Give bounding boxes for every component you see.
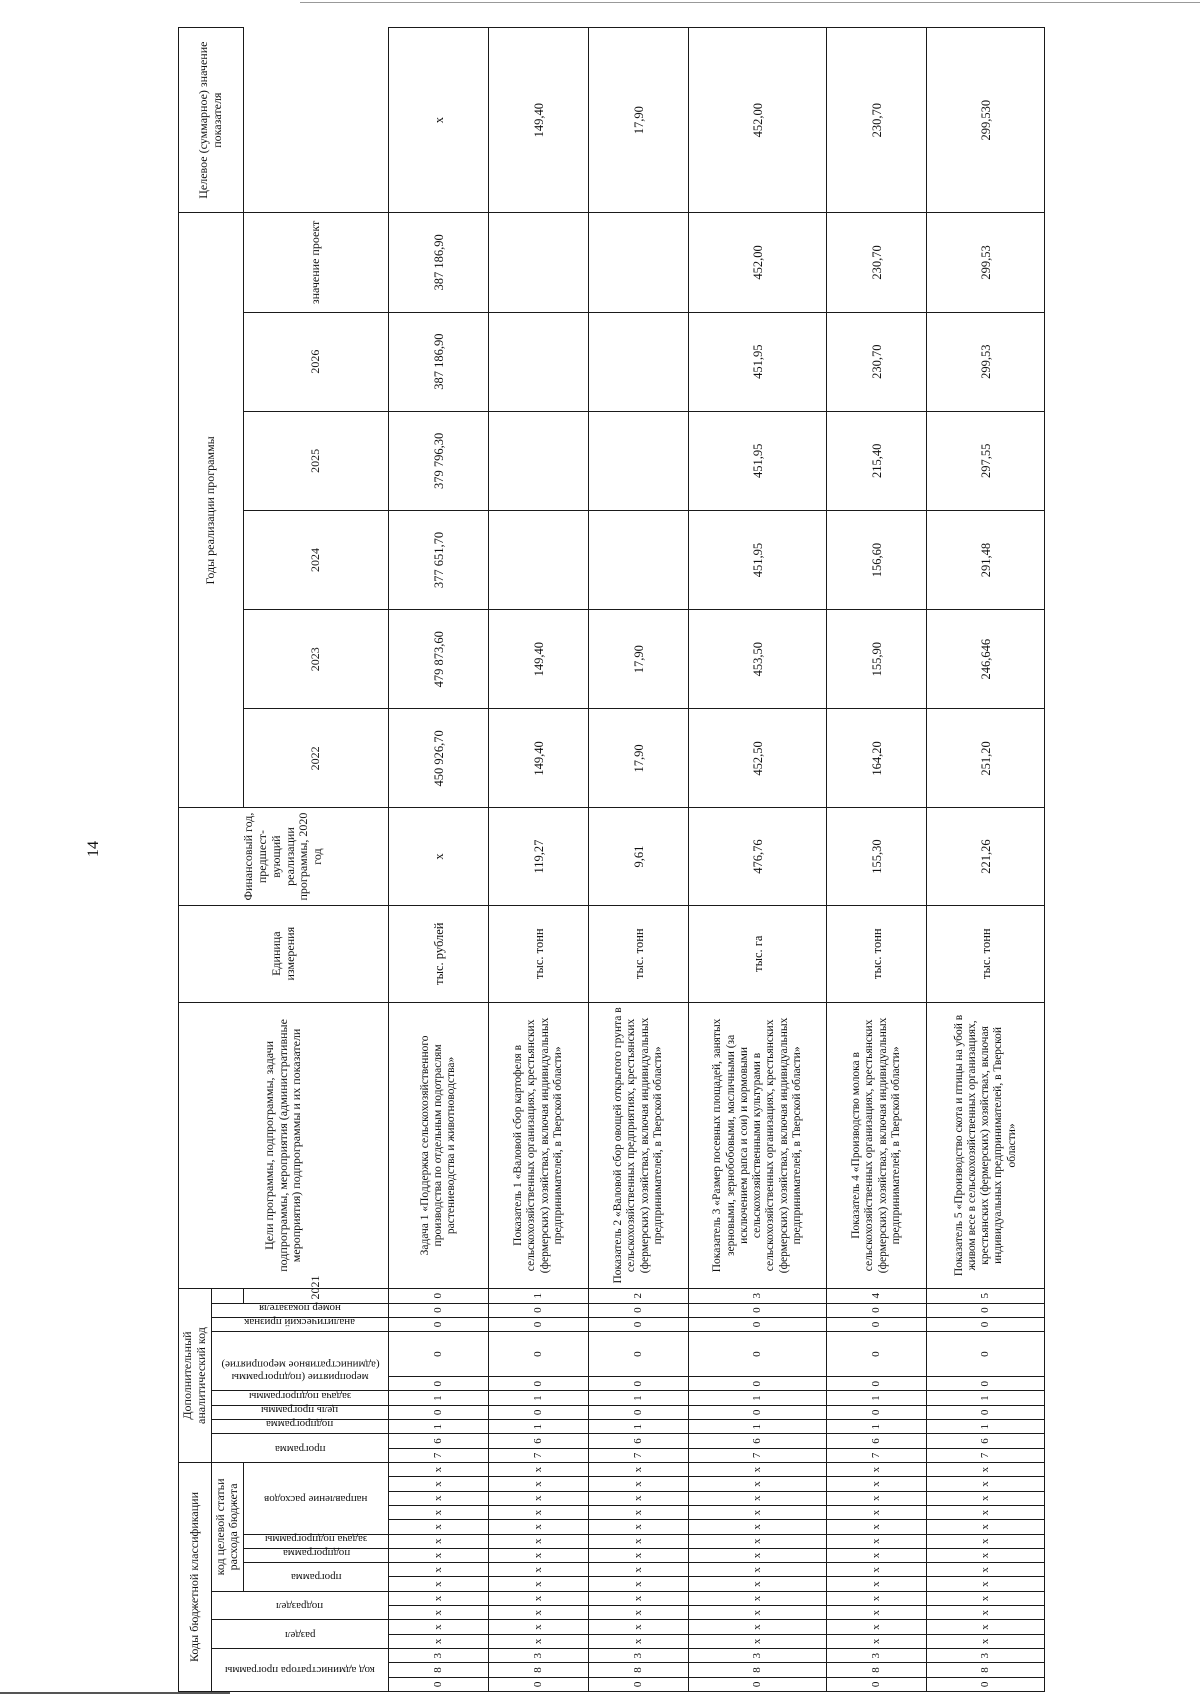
code-cell: x [489, 1563, 589, 1577]
row-name: Показатель 3 «Размер посевных площадей, занятых зерновыми, зернобобовыми, масличными (за исключением рапса и сои) и кормовыми сельскохозяйственными культурами в сельскохозяйственных организациях, крестьянских (фермерских) хозяйствах, включая индивидуальных предпринимателей, в Тверской области» [689, 1002, 827, 1288]
row-value-2021: 149,40 [489, 709, 589, 808]
table-row [589, 28, 689, 1692]
header-analit: аналитический признак [211, 1317, 389, 1331]
row-target: 299,530 [927, 28, 1045, 213]
dak-cell: 7 [927, 1448, 1045, 1462]
row-name: Показатель 5 «Производство скота и птицы на убой в живом весе в сельскохозяйственных организациях, крестьянских (фермерских) хозяйствах, включая индивидуальных предпринимателей, в Тверской области» [927, 1002, 1045, 1288]
dak-cell: 6 [489, 1434, 589, 1448]
code-cell: x [589, 1591, 689, 1605]
code-cell: x [927, 1505, 1045, 1519]
header-nomer: номер показателя [211, 1303, 389, 1317]
code-cell: x [827, 1491, 927, 1505]
code-cell: 8 [689, 1663, 827, 1677]
header-dak-podprogramma: подпрограмма [211, 1420, 389, 1434]
row-value-2021: 251,20 [927, 709, 1045, 808]
code-cell: x [689, 1563, 827, 1577]
code-cell: x [827, 1477, 927, 1491]
header-dak-zadacha: задача подпрограммы [211, 1391, 389, 1405]
code-cell: x [589, 1534, 689, 1548]
row-value-2022: 17,90 [589, 610, 689, 709]
dak-cell: 1 [589, 1420, 689, 1434]
row-value-2025: 451,95 [689, 312, 827, 411]
code-cell: x [927, 1477, 1045, 1491]
code-cell: x [589, 1577, 689, 1591]
dak-cell: 0 [389, 1317, 489, 1331]
dak-cell: 0 [389, 1405, 489, 1419]
code-cell: 3 [927, 1649, 1045, 1663]
code-cell: x [589, 1606, 689, 1620]
bottom-rule [0, 1692, 230, 1694]
code-cell: x [389, 1491, 489, 1505]
code-cell: x [489, 1505, 589, 1519]
code-cell: x [689, 1505, 827, 1519]
row-base: 119,27 [489, 808, 589, 905]
row-value-2022: 479 873,60 [389, 610, 489, 709]
dak-cell: 4 [827, 1289, 927, 1303]
dak-cell: 1 [927, 1391, 1045, 1405]
code-cell: x [827, 1520, 927, 1534]
dak-cell: 3 [689, 1289, 827, 1303]
code-cell: x [389, 1606, 489, 1620]
row-target: x [389, 28, 489, 213]
dak-cell: 7 [589, 1448, 689, 1462]
row-target: 149,40 [489, 28, 589, 213]
row-value-2023 [489, 510, 589, 609]
code-cell: x [389, 1477, 489, 1491]
dak-cell: 7 [389, 1448, 489, 1462]
code-cell: 0 [489, 1677, 589, 1691]
row-name: Показатель 1 «Валовой сбор картофеля в сельскохозяйственных организациях, крестьянских (фермерских) хозяйствах, включая индивидуальных предпринимателей, в Тверской области» [489, 1002, 589, 1288]
dak-cell: 0 [689, 1377, 827, 1391]
code-cell: x [489, 1620, 589, 1634]
code-cell: x [389, 1591, 489, 1605]
dak-cell: 6 [389, 1434, 489, 1448]
dak-cell: 0 [827, 1405, 927, 1419]
dak-cell: 0 [389, 1332, 489, 1377]
code-cell: x [489, 1520, 589, 1534]
code-cell: 3 [589, 1649, 689, 1663]
code-cell: x [689, 1491, 827, 1505]
row-target: 452,00 [689, 28, 827, 213]
row-unit: тыс. тонн [827, 905, 927, 1002]
row-name: Показатель 4 «Производство молока в сельскохозяйственных организациях, крестьянских (фермерских) хозяйствах, включая индивидуальных предпринимателей, в Тверской области» [827, 1002, 927, 1288]
dak-cell: 1 [389, 1391, 489, 1405]
row-unit: тыс. тонн [927, 905, 1045, 1002]
dak-cell: 0 [827, 1317, 927, 1331]
code-cell: x [389, 1563, 489, 1577]
row-target: 17,90 [589, 28, 689, 213]
row-value-2022: 453,50 [689, 610, 827, 709]
row-value-2021: 164,20 [827, 709, 927, 808]
header-years-group: Годы реализации программы [179, 213, 244, 808]
header-year-2022: 2022 [244, 709, 389, 808]
dak-cell: 0 [689, 1317, 827, 1331]
code-cell: 3 [689, 1649, 827, 1663]
row-base: x [389, 808, 489, 905]
row-unit: тыс. га [689, 905, 827, 1002]
dak-cell: 6 [927, 1434, 1045, 1448]
row-unit: тыс. рублей [389, 905, 489, 1002]
row-value-2025 [589, 312, 689, 411]
dak-cell: 1 [489, 1391, 589, 1405]
row-value-2026: 299,53 [927, 213, 1045, 312]
code-cell: x [389, 1534, 489, 1548]
header-zadacha-podprogrammy: задача подпрограммы [244, 1534, 389, 1548]
row-base: 155,30 [827, 808, 927, 905]
code-cell: x [827, 1505, 927, 1519]
code-cell: x [389, 1520, 489, 1534]
code-cell: x [689, 1534, 827, 1548]
code-cell: x [689, 1606, 827, 1620]
code-cell: x [927, 1634, 1045, 1648]
code-cell: x [389, 1505, 489, 1519]
row-name: Задача 1 «Поддержка сельскохозяйственного производства по отдельным подотраслям растениеводства и животноводства» [389, 1002, 489, 1288]
dak-cell: 0 [927, 1332, 1045, 1377]
row-value-2024 [489, 411, 589, 510]
program-table [178, 27, 1045, 1692]
dak-cell: 0 [389, 1289, 489, 1303]
dak-cell: 0 [589, 1317, 689, 1331]
dak-cell: 0 [489, 1405, 589, 1419]
code-cell: x [489, 1577, 589, 1591]
row-value-2022: 246,646 [927, 610, 1045, 709]
dak-cell: 0 [827, 1332, 927, 1377]
row-unit: тыс. тонн [589, 905, 689, 1002]
dak-cell: 0 [827, 1377, 927, 1391]
header-year-2023: 2023 [244, 610, 389, 709]
code-cell: x [389, 1463, 489, 1477]
row-value-2024: 297,55 [927, 411, 1045, 510]
code-cell: x [589, 1548, 689, 1562]
code-cell: 8 [927, 1663, 1045, 1677]
code-cell: x [827, 1606, 927, 1620]
code-cell: 8 [389, 1663, 489, 1677]
row-value-2026 [589, 213, 689, 312]
table-row [389, 28, 489, 1692]
dak-cell: 1 [489, 1420, 589, 1434]
code-cell: x [689, 1620, 827, 1634]
table-row [927, 28, 1045, 1692]
header-kbk: Коды бюджетной классификации [179, 1463, 212, 1692]
code-cell: 8 [489, 1663, 589, 1677]
code-cell: x [589, 1463, 689, 1477]
code-cell: x [489, 1634, 589, 1648]
row-value-2024: 215,40 [827, 411, 927, 510]
code-cell: 0 [589, 1677, 689, 1691]
dak-cell: 0 [389, 1377, 489, 1391]
table-row [489, 28, 589, 1692]
code-cell: x [489, 1477, 589, 1491]
header-kcs: код целевой статьи расхода бюджета [211, 1463, 244, 1592]
code-cell: 0 [389, 1677, 489, 1691]
dak-cell: 1 [489, 1289, 589, 1303]
header-unit: Единица измерения [179, 905, 389, 1002]
dak-cell: 6 [827, 1434, 927, 1448]
row-value-2026: 387 186,90 [389, 213, 489, 312]
dak-cell: 1 [827, 1420, 927, 1434]
dak-cell: 1 [389, 1420, 489, 1434]
code-cell: x [589, 1505, 689, 1519]
dak-cell: 5 [927, 1289, 1045, 1303]
code-cell: x [489, 1548, 589, 1562]
code-cell: x [689, 1477, 827, 1491]
code-cell: x [689, 1463, 827, 1477]
header-year-2021: 2021 [244, 1289, 389, 1303]
code-cell: x [489, 1591, 589, 1605]
dak-cell: 0 [489, 1317, 589, 1331]
header-napravlenie: направление расходов [244, 1463, 389, 1535]
row-value-2025: 387 186,90 [389, 312, 489, 411]
code-cell: 8 [827, 1663, 927, 1677]
dak-cell: 0 [927, 1317, 1045, 1331]
code-cell: x [827, 1548, 927, 1562]
dak-cell: 6 [689, 1434, 827, 1448]
header-podprogramma: подпрограмма [244, 1548, 389, 1562]
dak-cell: 0 [589, 1332, 689, 1377]
dak-cell: 1 [589, 1391, 689, 1405]
code-cell: x [489, 1491, 589, 1505]
dak-cell: 0 [927, 1377, 1045, 1391]
header-year-2025: 2025 [244, 411, 389, 510]
row-value-2023: 156,60 [827, 510, 927, 609]
dak-cell: 0 [589, 1405, 689, 1419]
dak-cell: 0 [689, 1332, 827, 1377]
code-cell: 0 [827, 1677, 927, 1691]
header-target-group: Целевое (суммарное) значение показателя [179, 28, 244, 213]
rotated-page [173, 0, 1203, 1700]
table-row [827, 28, 927, 1692]
code-cell: x [927, 1577, 1045, 1591]
dak-cell: 6 [589, 1434, 689, 1448]
header-admin-code: код администратора программы [211, 1649, 389, 1692]
code-cell: x [827, 1591, 927, 1605]
code-cell: x [689, 1634, 827, 1648]
code-cell: x [589, 1563, 689, 1577]
header-razdel: раздел [211, 1620, 389, 1649]
page-number: 14 [85, 841, 102, 857]
code-cell: x [927, 1534, 1045, 1548]
dak-cell: 0 [689, 1303, 827, 1317]
header-year-2024: 2024 [244, 510, 389, 609]
dak-cell: 2 [589, 1289, 689, 1303]
code-cell: 0 [689, 1677, 827, 1691]
code-cell: x [927, 1563, 1045, 1577]
row-target: 230,70 [827, 28, 927, 213]
code-cell: x [827, 1577, 927, 1591]
row-value-2021: 450 926,70 [389, 709, 489, 808]
row-value-2021: 17,90 [589, 709, 689, 808]
row-base: 9,61 [589, 808, 689, 905]
row-value-2025: 299,53 [927, 312, 1045, 411]
row-value-2023: 291,48 [927, 510, 1045, 609]
code-cell: x [827, 1463, 927, 1477]
row-value-2025 [489, 312, 589, 411]
row-value-2021: 452,50 [689, 709, 827, 808]
code-cell: x [827, 1620, 927, 1634]
code-cell: x [927, 1491, 1045, 1505]
code-cell: x [589, 1477, 689, 1491]
code-cell: 0 [927, 1677, 1045, 1691]
header-podrazdel: подраздел [211, 1591, 389, 1620]
dak-cell: 1 [689, 1391, 827, 1405]
header-target-sub: значение проект [244, 213, 389, 312]
dak-cell: 1 [689, 1420, 827, 1434]
row-value-2023: 451,95 [689, 510, 827, 609]
code-cell: x [927, 1591, 1045, 1605]
header-cel-programmy: цель программы [211, 1405, 389, 1419]
row-value-2024: 451,95 [689, 411, 827, 510]
code-cell: x [927, 1548, 1045, 1562]
header-meropriyatie: мероприятие (подпрограммы (административное мероприятие) [211, 1332, 389, 1391]
code-cell: x [927, 1520, 1045, 1534]
header-programma: программа [244, 1563, 389, 1592]
code-cell: x [927, 1606, 1045, 1620]
row-value-2026: 452,00 [689, 213, 827, 312]
code-cell: x [689, 1577, 827, 1591]
row-name: Показатель 2 «Валовой сбор овощей открытого грунта в сельскохозяйственных предприятиях, крестьянских (фермерских) хозяйствах, включая индивидуальных предпринимателей, в Тверской области» [589, 1002, 689, 1288]
table-row [689, 28, 827, 1692]
dak-cell: 0 [589, 1303, 689, 1317]
code-cell: x [827, 1534, 927, 1548]
code-cell: x [389, 1634, 489, 1648]
dak-cell: 0 [827, 1303, 927, 1317]
dak-cell: 0 [589, 1377, 689, 1391]
dak-cell: 7 [489, 1448, 589, 1462]
row-value-2023: 377 651,70 [389, 510, 489, 609]
code-cell: x [489, 1534, 589, 1548]
header-fin-year: Финансовый год, предшест-вующий реализации программы, 2020 год [179, 808, 389, 905]
row-value-2024 [589, 411, 689, 510]
dak-cell: 1 [827, 1391, 927, 1405]
dak-cell: 1 [927, 1420, 1045, 1434]
dak-cell: 7 [689, 1448, 827, 1462]
row-base: 221,26 [927, 808, 1045, 905]
code-cell: x [589, 1620, 689, 1634]
row-unit: тыс. тонн [489, 905, 589, 1002]
row-value-2025: 230,70 [827, 312, 927, 411]
dak-cell: 0 [489, 1303, 589, 1317]
code-cell: x [689, 1520, 827, 1534]
code-cell: x [689, 1591, 827, 1605]
code-cell: x [389, 1548, 489, 1562]
code-cell: x [589, 1491, 689, 1505]
row-value-2022: 155,90 [827, 610, 927, 709]
code-cell: x [827, 1634, 927, 1648]
dak-cell: 0 [689, 1405, 827, 1419]
code-cell: x [927, 1620, 1045, 1634]
header-dak: Дополнительный аналитический код [179, 1289, 212, 1463]
row-value-2026 [489, 213, 589, 312]
code-cell: 3 [827, 1649, 927, 1663]
row-base: 476,76 [689, 808, 827, 905]
dak-cell: 0 [927, 1405, 1045, 1419]
code-cell: x [389, 1577, 489, 1591]
dak-cell: 7 [827, 1448, 927, 1462]
dak-cell: 0 [489, 1332, 589, 1377]
row-value-2022: 149,40 [489, 610, 589, 709]
dak-cell: 0 [489, 1377, 589, 1391]
header-name: Цели программы, подпрограммы, задачи подпрограммы, мероприятия (административные мероприятия) подпрограммы и их показатели [179, 1002, 389, 1288]
header-dak-programma: программа [211, 1434, 389, 1463]
dak-cell: 0 [389, 1303, 489, 1317]
code-cell: 3 [389, 1649, 489, 1663]
row-value-2024: 379 796,30 [389, 411, 489, 510]
code-cell: x [589, 1520, 689, 1534]
row-value-2026: 230,70 [827, 213, 927, 312]
code-cell: x [827, 1563, 927, 1577]
code-cell: x [489, 1463, 589, 1477]
header-year-2026: 2026 [244, 312, 389, 411]
code-cell: x [689, 1548, 827, 1562]
code-cell: x [927, 1463, 1045, 1477]
code-cell: 8 [589, 1663, 689, 1677]
dak-cell: 0 [927, 1303, 1045, 1317]
code-cell: x [489, 1606, 589, 1620]
code-cell: x [589, 1634, 689, 1648]
code-cell: x [389, 1620, 489, 1634]
code-cell: 3 [489, 1649, 589, 1663]
row-value-2023 [589, 510, 689, 609]
